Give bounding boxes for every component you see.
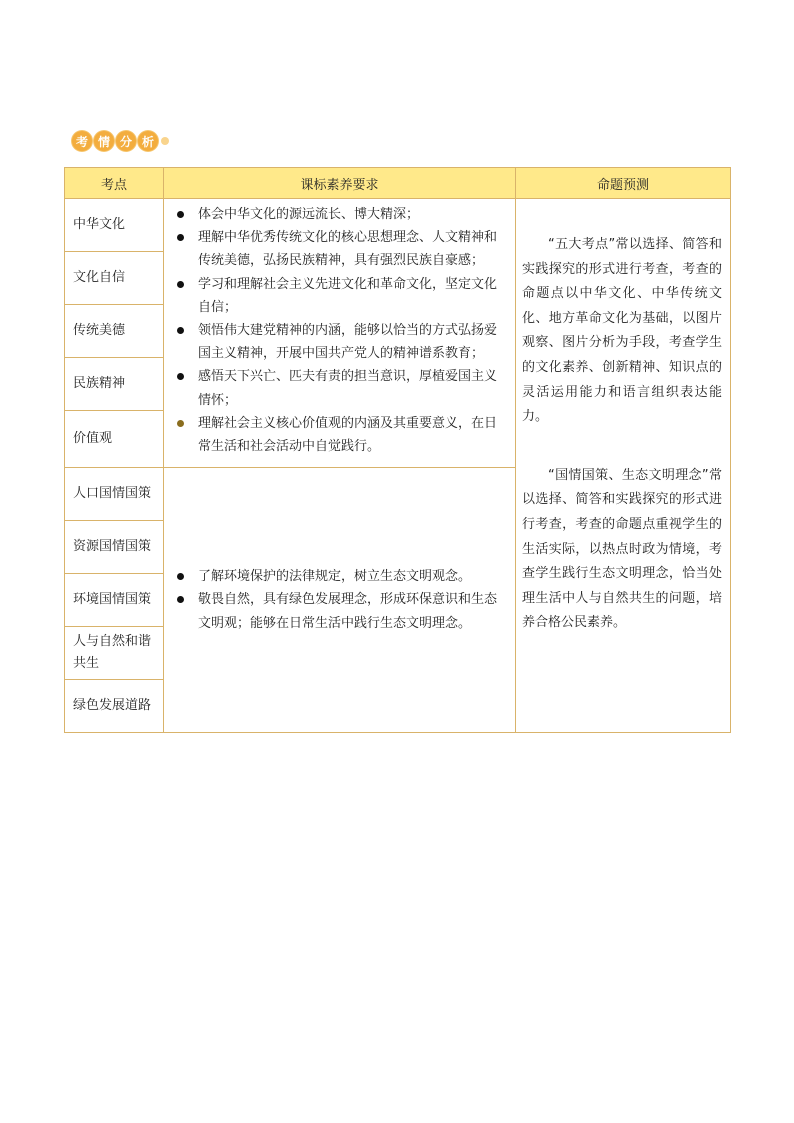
list-item: 领悟伟大建党精神的内涵，能够以恰当的方式弘扬爱国主义精神，开展中国共产党人的精神谱系教育； (170, 319, 509, 365)
prediction-paragraph-2: “国情国策、生态文明理念”常以选择、简答和实践探究的形式进行考查，考查的命题点重视学生的生活实际，以热点时政为情境，考查学生践行生态文明理念，恰当处理生活中人与自然共生的问题，培养合格公民素养。 (522, 467, 722, 631)
header-requirements: 课标素养要求 (164, 168, 516, 199)
bullet-icon (177, 234, 184, 241)
badge-char: 情 (94, 131, 114, 151)
topic-cell: 中华文化 (65, 199, 164, 252)
list-item: 敬畏自然，具有绿色发展理念，形成环保意识和生态文明观；能够在日常生活中践行生态文明理念。 (170, 588, 509, 634)
requirements-cell-group2 (164, 468, 516, 733)
topic-cell: 传统美德 (65, 305, 164, 358)
badge-char: 析 (138, 131, 158, 151)
prediction-paragraph-1: “五大考点”常以选择、简答和实践探究的形式进行考查，考查的命题点以中华文化、中华传统文化、地方革命文化为基础，以图片观察、图片分析为手段，考查学生的文化素养、创新精神、知识点的灵活运用能力和语言组织表达能力。 (522, 237, 722, 425)
badge-char: 分 (116, 131, 136, 151)
table-header-row (65, 168, 731, 199)
list-item: 理解社会主义核心价值观的内涵及其重要意义，在日常生活和社会活动中自觉践行。 (170, 412, 509, 458)
bullet-icon (177, 420, 184, 427)
bullet-icon (177, 281, 184, 288)
prediction-cell (516, 199, 731, 733)
list-item: 学习和理解社会主义先进文化和革命文化，坚定文化自信； (170, 273, 509, 319)
bullet-icon (177, 373, 184, 380)
topic-cell: 人与自然和谐共生 (65, 627, 164, 680)
bullet-icon (177, 327, 184, 334)
bullet-icon (177, 573, 184, 580)
bullet-icon (177, 596, 184, 603)
list-item: 理解中华优秀传统文化的核心思想理念、人文精神和传统美德，弘扬民族精神，具有强烈民族自豪感； (170, 226, 509, 272)
topic-cell: 人口国情国策 (65, 468, 164, 521)
table-row (65, 199, 731, 252)
header-prediction: 命题预测 (516, 168, 731, 199)
topic-cell: 民族精神 (65, 358, 164, 411)
topic-cell: 价值观 (65, 411, 164, 468)
requirements-cell-group1 (164, 199, 516, 468)
topic-cell: 资源国情国策 (65, 521, 164, 574)
badge-tail-dot (161, 137, 169, 145)
exam-analysis-table (64, 167, 731, 733)
topic-cell: 绿色发展道路 (65, 680, 164, 733)
section-badge (72, 131, 169, 151)
requirements-list (170, 565, 509, 635)
list-item: 了解环境保护的法律规定，树立生态文明观念。 (170, 565, 509, 588)
badge-char: 考 (72, 131, 92, 151)
list-item: 感悟天下兴亡、匹夫有责的担当意识，厚植爱国主义情怀； (170, 365, 509, 411)
requirements-list (170, 203, 509, 458)
header-topic: 考点 (65, 168, 164, 199)
topic-cell: 文化自信 (65, 252, 164, 305)
topic-cell: 环境国情国策 (65, 574, 164, 627)
bullet-icon (177, 211, 184, 218)
list-item: 体会中华文化的源远流长、博大精深； (170, 203, 509, 226)
